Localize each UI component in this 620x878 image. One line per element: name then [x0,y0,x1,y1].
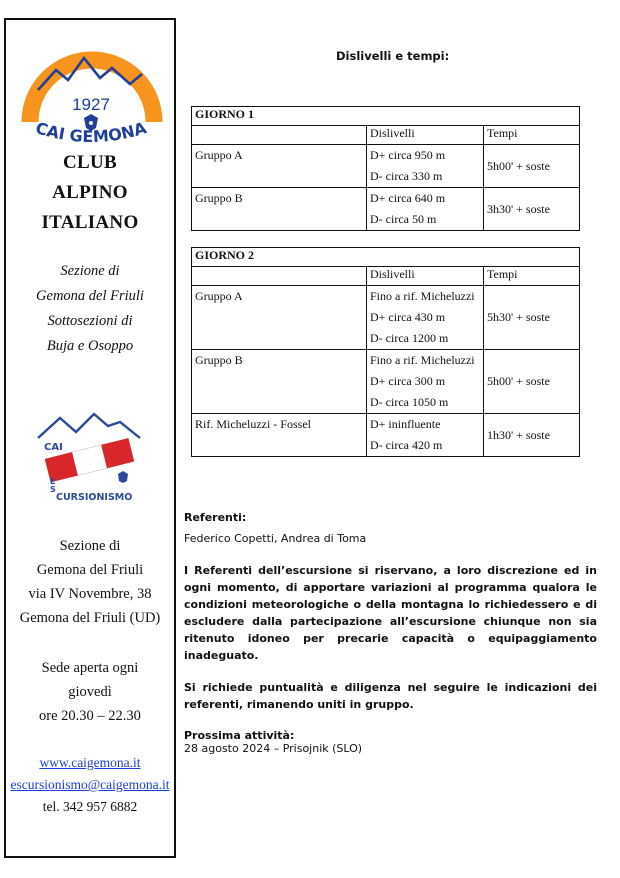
group-cell [192,350,367,414]
tempi-cell: 5h30' + soste [484,286,580,350]
group-name: Gruppo A [195,148,243,162]
dislivelli-line: D+ circa 640 m [370,191,446,205]
referenti-names: Federico Copetti, Andrea di Toma [184,532,367,545]
dislivelli-line: D- circa 420 m [370,438,443,452]
escur-letter-e: E [50,477,56,486]
table-row [192,414,580,457]
day1-table [191,106,580,231]
day1-heading: GIORNO 1 [192,107,580,126]
col-dislivelli-header: Dislivelli [367,126,484,145]
dislivelli-line: Fino a rif. Micheluzzi [370,289,475,303]
table-row [192,350,580,414]
col-dislivelli-header: Dislivelli [367,267,484,286]
address-line-1: Sezione di [59,538,121,554]
logo-year: 1927 [72,95,110,114]
group-cell [192,414,367,457]
email-link-wrap [6,777,174,793]
opening-line-2: giovedì [68,684,112,700]
referenti-label: Referenti: [184,511,247,524]
page-title: Dislivelli e tempi: [336,49,450,63]
next-activity-label: Prossima attività: [184,729,295,742]
dislivelli-line: D+ circa 430 m [370,310,446,324]
escur-word: CURSIONISMO [56,492,133,503]
email-link[interactable]: escursionismo@caigemona.it [10,777,170,792]
punctuality-note: Si richiede puntualità e diligenza nel seguire le indicazioni dei referenti, rimanendo uniti in gruppo. [184,681,597,711]
club-title-line-1: CLUB [63,152,117,173]
group-name: Gruppo A [195,289,243,303]
opening-line-3: ore 20.30 – 22.30 [39,708,141,724]
dislivelli-cell [367,350,484,414]
day2-table [191,247,580,457]
dislivelli-cell [367,286,484,350]
next-activity-value: 28 agosto 2024 – Prisojnik (SLO) [184,742,363,755]
table-row [192,267,580,286]
dislivelli-line: D- circa 1050 m [370,395,449,409]
club-title-line-2: ALPINO [52,182,128,203]
escur-cai-text: CAI [44,442,63,453]
table-row [192,107,580,126]
group-cell [192,145,367,188]
group-name: Gruppo B [195,353,243,367]
dislivelli-line: Fino a rif. Micheluzzi [370,353,475,367]
group-cell [192,286,367,350]
logo-name: CAI GEMONA [33,118,149,147]
table-row [192,145,580,188]
dislivelli-line: D+ circa 300 m [370,374,446,388]
dislivelli-line: D+ circa 950 m [370,148,446,162]
phone-number: tel. 342 957 6882 [42,799,138,814]
section-line-2: Gemona del Friuli [36,288,144,304]
day2-heading: GIORNO 2 [192,248,580,267]
tempi-cell: 1h30' + soste [484,414,580,457]
cai-gemona-logo [12,26,168,150]
dislivelli-cell [367,414,484,457]
website-link[interactable]: www.caigemona.it [39,755,141,770]
tempi-cell: 5h00' + soste [484,350,580,414]
col-tempi-header: Tempi [484,126,580,145]
table-cell [192,267,367,286]
section-line-4: Buja e Osoppo [46,338,134,354]
group-name: Rif. Micheluzzi - Fossel [195,417,311,431]
table-row [192,248,580,267]
disclaimer-text: I Referenti dell’escursione si riservano, a loro discrezione ed in ogni momento, di apportare variazioni al programma qualora le condizioni meteorologiche o della montagna lo richiedessero e di escludere dalla partecipazione all’escursione chiunque non sia ritenuto idoneo per precarie capacità o equipaggiamento inadeguato. [184,564,597,662]
table-cell [192,126,367,145]
tempi-cell: 5h00' + soste [484,145,580,188]
table-row [192,286,580,350]
dislivelli-cell [367,145,484,188]
dislivelli-line: D- circa 330 m [370,169,443,183]
table-row [192,126,580,145]
table-row [192,188,580,231]
col-tempi-header: Tempi [484,267,580,286]
address-line-3: via IV Novembre, 38 [28,586,152,602]
address-line-2: Gemona del Friuli [36,562,144,578]
sidebar [4,18,176,858]
website-link-wrap [6,755,174,771]
section-line-1: Sezione di [60,263,120,279]
dislivelli-line: D- circa 50 m [370,212,437,226]
tempi-cell: 3h30' + soste [484,188,580,231]
referenti-section [184,511,597,755]
escur-letter-s: S [50,485,56,494]
address-line-4: Gemona del Friuli (UD) [19,610,161,626]
club-title-line-3: ITALIANO [41,212,139,233]
dislivelli-line: D- circa 1200 m [370,331,449,345]
dislivelli-line: D+ ininfluente [370,417,441,431]
group-name: Gruppo B [195,191,243,205]
group-cell [192,188,367,231]
section-line-3: Sottosezioni di [47,313,133,329]
opening-line-1: Sede aperta ogni [41,660,139,676]
dislivelli-cell [367,188,484,231]
cai-escursionismo-logo [32,408,146,508]
eagle-badge-icon [118,471,128,483]
